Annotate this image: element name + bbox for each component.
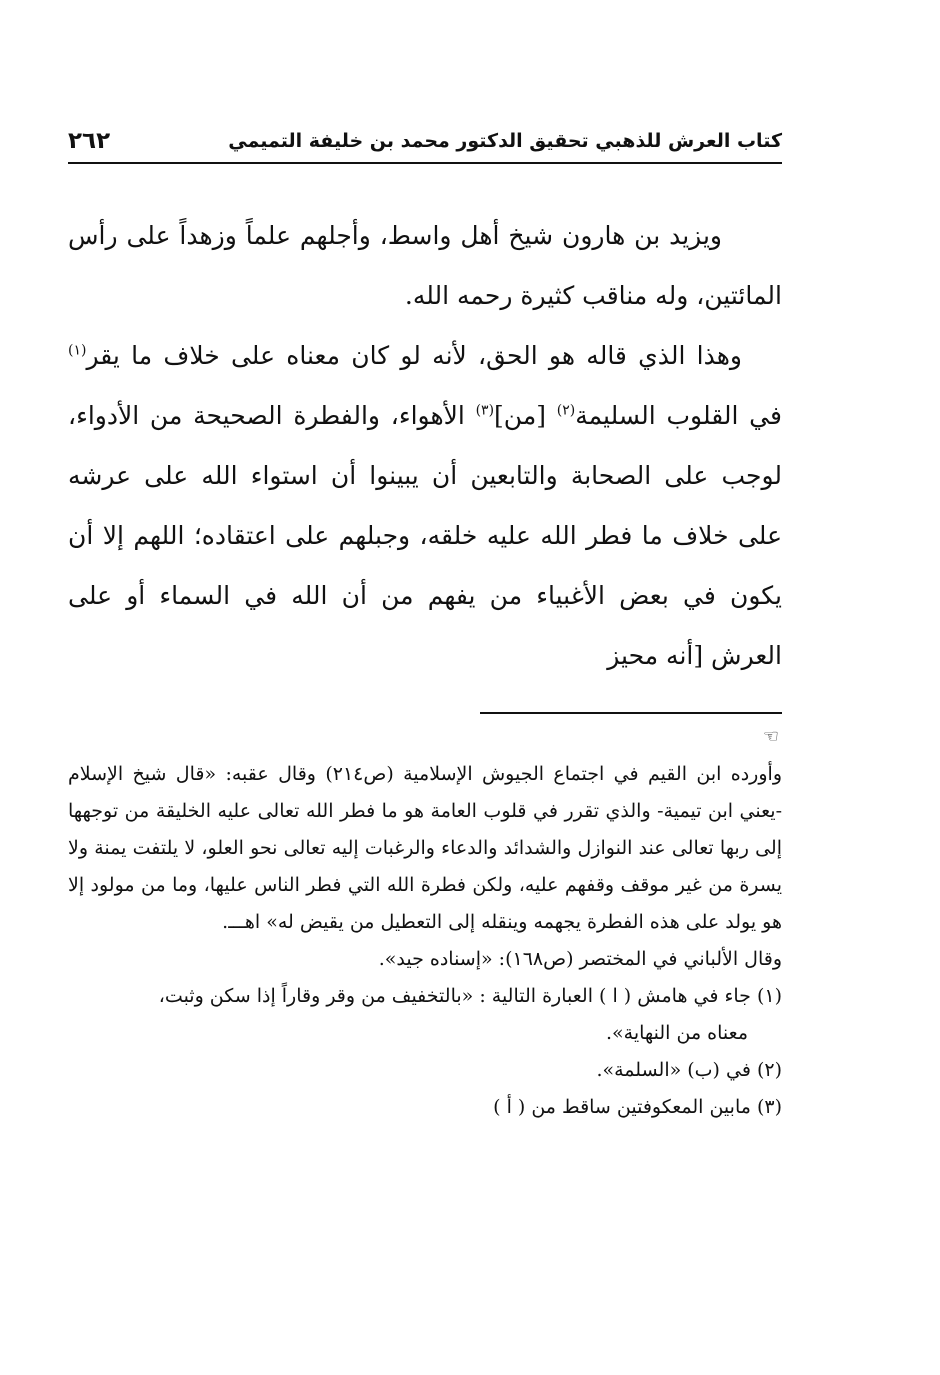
footnote-text-continued: معناه من النهاية».: [605, 1022, 748, 1044]
book-title: كتاب العرش للذهبي تحقيق الدكتور محمد بن خليفة التميمي: [228, 130, 782, 152]
footnote-ref-1[interactable]: (١): [68, 342, 87, 359]
footnote-text: في (ب) «السلمة».: [596, 1059, 751, 1081]
footnote-2: [68, 1052, 782, 1089]
paragraph-2-part-b: في القلوب السليمة: [575, 401, 782, 430]
footnotes-section: [68, 756, 782, 1126]
paragraph-1: ويزيد بن هارون شيخ أهل واسط، وأجلهم علماً وزهداً على رأس المائتين، وله مناقب كثيرة رحمه الله.: [68, 221, 782, 310]
footnote-3: [68, 1089, 782, 1126]
main-text: [68, 206, 782, 686]
footnote-text: مابين المعكوفتين ساقط من ( أ ): [493, 1096, 751, 1118]
footnote-text: جاء في هامش ( ا ) العبارة التالية : «بالتخفيف من وقر وقاراً إذا سكن وثبت،: [158, 985, 751, 1007]
page-number: ٢٦٢: [68, 128, 111, 154]
paragraph-2-part-c: [من]: [494, 401, 557, 430]
albani-note: وقال الألباني في المختصر (ص١٦٨): «إسناده جيد».: [378, 948, 782, 970]
footnote-rule: [480, 712, 782, 714]
paragraph-2: [68, 326, 782, 686]
footnote-number: (٣): [756, 1096, 782, 1118]
header-rule: [68, 162, 782, 164]
footnote-1: [68, 978, 782, 1052]
paragraph-2-part-a: وهذا الذي قاله هو الحق، لأنه لو كان معناه على خلاف ما يقر: [86, 341, 742, 370]
footnote-ref-3[interactable]: (٣): [475, 402, 495, 419]
footnote-ref-2[interactable]: (٢): [556, 402, 576, 419]
pointing-hand-icon: ☜: [762, 726, 780, 747]
running-header: [68, 122, 782, 160]
footnote-number: (١): [756, 985, 782, 1007]
footnote-number: (٢): [756, 1059, 782, 1081]
continued-footnote: وأورده ابن القيم في اجتماع الجيوش الإسلامية (ص٢١٤) وقال عقبه: «قال شيخ الإسلام -يعني ابن تيمية- والذي تقرر في قلوب العامة هو ما فطر الله تعالى عليه الخليقة من توجهها إلى ربها تعالى عند النوازل والشدائد والدعاء والرغبات إليه تعالى نحو العلو، لا يلتفت يمنة ولا يسرة من غير موقف وقفهم عليه، ولكن فطرة الله التي فطر الناس عليها، وما من مولود إلا هو يولد على هذه الفطرة يجهمه وينقله إلى التعطيل من يقيض له» اهـــ.: [68, 763, 782, 933]
paragraph-2-part-d: الأهواء، والفطرة الصحيحة من الأدواء، لوجب على الصحابة والتابعين أن يبينوا أن استواء الله على عرشه على خلاف ما فطر الله عليه خلقه، وجبلهم على اعتقاده؛ اللهم إلا أن يكون في بعض الأغبياء من يفهم من أن الله في السماء أو على العرش [أنه محيز: [68, 401, 782, 670]
